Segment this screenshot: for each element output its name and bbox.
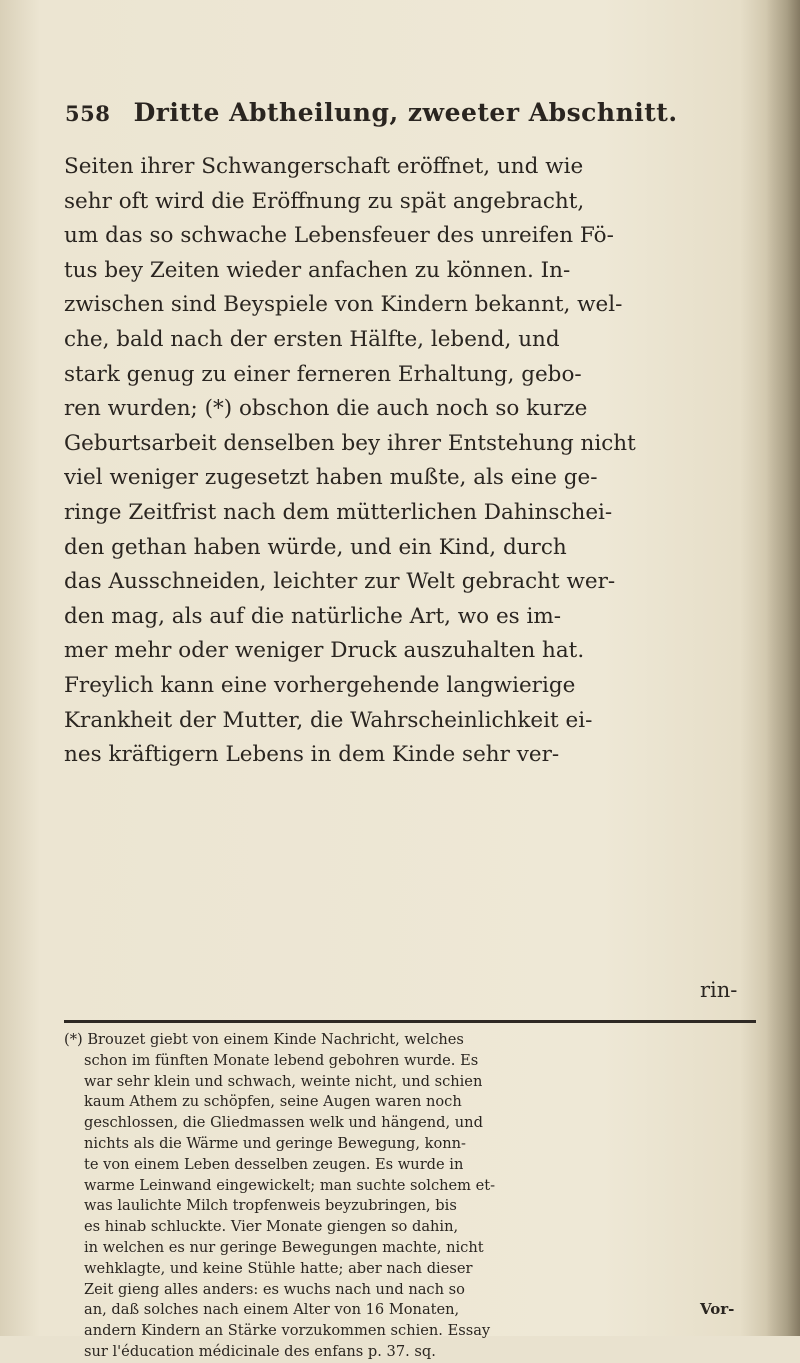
text-line: mer mehr oder weniger Druck auszuhalten hat. [64, 638, 585, 664]
footnote-line: andern Kindern an Stärke vorzukommen schien. Essay [84, 1322, 491, 1340]
footnote-line: wehklagte, und keine Stühle hatte; aber nach dieser [84, 1259, 473, 1277]
text-line: sehr oft wird die Eröffnung zu spät angebracht, [64, 188, 585, 214]
footnote-line: an, daß solches nach einem Alter von 16 Monaten, [84, 1301, 460, 1319]
text-line: Krankheit der Mutter, die Wahrscheinlichkeit ei- [64, 707, 593, 733]
text-line: nes kräftigern Lebens in dem Kinde sehr ver- [64, 742, 560, 768]
footnote-line: schon im fünften Monate lebend gebohren wurde. Es [84, 1051, 479, 1069]
text-line: che, bald nach der ersten Hälfte, lebend, und [64, 326, 560, 352]
text-line: den mag, als auf die natürliche Art, wo es im- [64, 603, 562, 629]
footnote-line: kaum Athem zu schöpfen, seine Augen waren noch [84, 1093, 462, 1111]
text-line: Freylich kann eine vorhergehende langwierige [64, 672, 576, 698]
footnote-line: sur l'éducation médicinale des enfans p. 37. sq. [84, 1342, 436, 1360]
footnote-rule [64, 1020, 756, 1023]
text-line: ringe Zeitfrist nach dem mütterlichen Dahinschei- [64, 499, 613, 525]
text-line: stark genug zu einer ferneren Erhaltung, gebo- [64, 361, 582, 387]
page-edge-shadow [766, 0, 800, 1336]
footnote-line: warme Leinwand eingewickelt; man suchte solchem et- [84, 1176, 496, 1194]
footnote-line: geschlossen, die Gliedmassen welk und hängend, und [84, 1114, 483, 1132]
footnote-line: war sehr klein und schwach, weinte nicht, und schien [84, 1072, 483, 1090]
footnote-line: in welchen es nur geringe Bewegungen machte, nicht [84, 1238, 484, 1256]
text-line: den gethan haben würde, und ein Kind, durch [64, 534, 567, 560]
text-line: tus bey Zeiten wieder anfachen zu können. In- [64, 257, 571, 283]
footnote-catchword: Vor- [700, 1300, 735, 1318]
page-number: 558 [65, 101, 111, 126]
text-line: Seiten ihrer Schwangerschaft eröffnet, und wie [64, 154, 584, 179]
footnote-line: es hinab schluckte. Vier Monate giengen so dahin, [84, 1218, 459, 1236]
text-line: viel weniger zugesetzt haben mußte, als eine ge- [64, 465, 598, 491]
running-head [65, 98, 725, 127]
footnote-line: nichts als die Wärme und geringe Bewegung, konn- [84, 1134, 466, 1152]
catchword: rin- [700, 978, 738, 1002]
text-line: das Ausschneiden, leichter zur Welt gebracht wer- [64, 569, 616, 595]
footnote-line: was laulichte Milch tropfenweis beyzubringen, bis [84, 1197, 457, 1215]
footnote-line: te von einem Leben desselben zeugen. Es wurde in [84, 1155, 464, 1173]
text-line: Geburtsarbeit denselben bey ihrer Entstehung nicht [64, 430, 636, 456]
footnote-line: (*) Brouzet giebt von einem Kinde Nachricht, welches [64, 1031, 464, 1048]
footnote-line: Zeit gieng alles anders: es wuchs nach und nach so [84, 1280, 465, 1298]
footnote [64, 1030, 754, 1363]
running-head-title: Dritte Abtheilung, zweeter Abschnitt. [133, 98, 678, 127]
main-text-block [64, 150, 754, 773]
text-line: um das so schwache Lebensfeuer des unreifen Fö- [64, 223, 614, 249]
text-line: ren wurden; (*) obschon die auch noch so kurze [64, 396, 588, 422]
text-line: zwischen sind Beyspiele von Kindern bekannt, wel- [64, 292, 623, 318]
